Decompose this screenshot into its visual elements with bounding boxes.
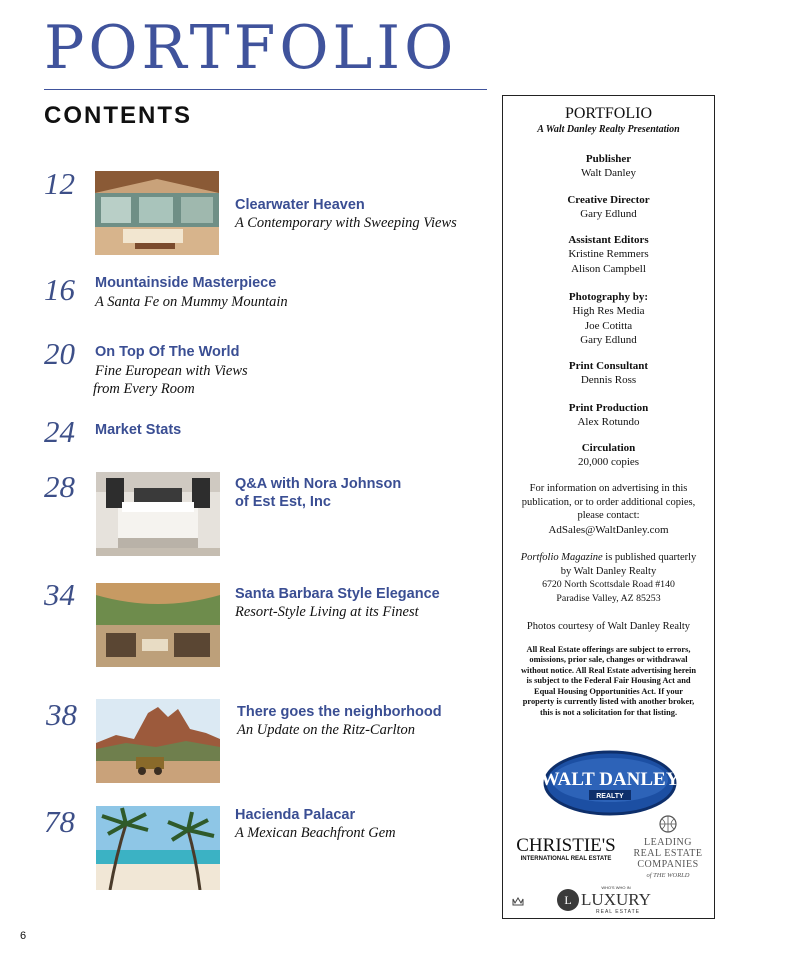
entry-title[interactable]: Hacienda Palacar — [235, 807, 356, 823]
advertising-info: publication, or to order additional copies, — [521, 496, 696, 508]
svg-text:COMPANIES: COMPANIES — [637, 859, 699, 870]
page-number-38: 38 — [46, 697, 77, 732]
entry-subtitle: Fine European with Views — [95, 363, 248, 379]
magazine-title: PORTFOLIO — [44, 13, 458, 83]
svg-text:INTERNATIONAL REAL ESTATE: INTERNATIONAL REAL ESTATE — [520, 856, 612, 862]
entry-subtitle-line-2: from Every Room — [93, 381, 195, 397]
page-number-12: 12 — [44, 166, 75, 201]
entry-title[interactable]: Market Stats — [95, 422, 182, 438]
page-number-16: 16 — [44, 272, 75, 307]
leading-real-estate-logo[interactable] — [630, 814, 710, 880]
svg-text:REAL ESTATE: REAL ESTATE — [633, 848, 703, 859]
advertising-info: please contact: — [577, 510, 640, 521]
page-number-34: 34 — [44, 577, 75, 612]
page-number-20: 20 — [44, 336, 75, 371]
thumbnail-clearwater-heaven[interactable] — [95, 171, 219, 255]
address-line: 6720 North Scottsdale Road #140 — [542, 579, 675, 590]
thumbnail-ritz-carlton[interactable] — [96, 699, 220, 783]
page-number-28: 28 — [44, 469, 75, 504]
entry-title[interactable]: Santa Barbara Style Elegance — [235, 586, 440, 602]
page-number-78: 78 — [44, 804, 75, 839]
assistant-editors-label: Assistant Editors — [568, 234, 649, 246]
luxury-real-estate-logo[interactable] — [556, 882, 656, 916]
print-production-label: Print Production — [568, 402, 649, 414]
disclaimer-line: property is currently listed with another broker, — [522, 697, 695, 707]
disclaimer-line: omissions, prior sale, changes or withdrawal — [529, 655, 688, 665]
entry-title[interactable]: On Top Of The World — [95, 344, 240, 360]
masthead-subtitle: A Walt Danley Realty Presentation — [537, 124, 680, 135]
thumbnail-santa-barbara[interactable] — [96, 583, 220, 667]
title-divider — [44, 89, 487, 90]
publisher-name: Walt Danley — [580, 167, 636, 179]
disclaimer-line: is subject to the Federal Fair Housing Act and — [526, 676, 691, 686]
entry-subtitle: Resort-Style Living at its Finest — [235, 604, 419, 620]
magazine-name: Portfolio Magazine — [520, 552, 603, 563]
disclaimer-line: All Real Estate offerings are subject to errors, — [526, 644, 691, 654]
page-number-24: 24 — [44, 414, 75, 449]
photos-courtesy: Photos courtesy of Walt Danley Realty — [526, 621, 691, 632]
publication-frequency: is published quarterly — [602, 552, 697, 563]
photography-label: Photography by: — [568, 291, 649, 303]
photographer: High Res Media — [572, 305, 645, 317]
disclaimer-line: Equal Housing Opportunities Act. If your — [534, 686, 683, 696]
entry-title-line-2[interactable]: of Est Est, Inc — [235, 494, 331, 510]
contents-heading: CONTENTS — [44, 102, 192, 129]
masthead-title: PORTFOLIO — [564, 105, 653, 122]
print-consultant-name: Dennis Ross — [580, 373, 637, 386]
svg-text:REAL ESTATE: REAL ESTATE — [596, 909, 640, 915]
entry-subtitle: A Santa Fe on Mummy Mountain — [95, 294, 288, 310]
svg-text:L: L — [564, 893, 572, 907]
print-consultant-label: Print Consultant — [568, 359, 649, 372]
christies-logo[interactable] — [510, 834, 622, 862]
address-line: Paradise Valley, AZ 85253 — [556, 592, 661, 604]
svg-text:LUXURY: LUXURY — [581, 890, 651, 909]
thumbnail-qa-nora-johnson[interactable] — [96, 472, 220, 556]
advertising-info: For information on advertising in this — [529, 483, 688, 494]
creative-director-label: Creative Director — [567, 193, 650, 206]
entry-subtitle: An Update on the Ritz-Carlton — [237, 722, 416, 738]
entry-title[interactable]: There goes the neighborhood — [237, 704, 442, 720]
thumbnail-hacienda-palacar[interactable] — [96, 806, 220, 890]
publisher-company: by Walt Danley Realty — [560, 565, 657, 577]
svg-text:LEADING: LEADING — [644, 837, 692, 848]
crown-icon — [512, 891, 524, 901]
creative-director-name: Gary Edlund — [580, 207, 637, 220]
publisher-label: Publisher — [585, 153, 632, 165]
svg-text:WALT DANLEY: WALT DANLEY — [543, 769, 677, 790]
svg-text:of THE WORLD: of THE WORLD — [646, 872, 690, 879]
assistant-editor: Kristine Remmers — [568, 248, 649, 260]
entry-subtitle: A Mexican Beachfront Gem — [235, 825, 396, 841]
entry-title[interactable]: Q&A with Nora Johnson — [235, 476, 402, 492]
disclaimer-line: this is not a solicitation for that listing. — [539, 708, 678, 718]
entry-subtitle: A Contemporary with Sweeping Views — [235, 215, 457, 231]
advertising-email-link[interactable]: AdSales@WaltDanley.com — [548, 523, 669, 536]
photographer: Gary Edlund — [580, 334, 637, 346]
walt-danley-logo[interactable] — [543, 750, 677, 816]
svg-text:REALTY: REALTY — [596, 793, 624, 800]
entry-title[interactable]: Clearwater Heaven — [235, 197, 365, 213]
photographer: Joe Cotitta — [584, 319, 633, 332]
page-number: 6 — [20, 930, 27, 942]
svg-text:CHRISTIE'S: CHRISTIE'S — [516, 835, 616, 856]
entry-title[interactable]: Mountainside Masterpiece — [95, 275, 277, 291]
circulation-value: 20,000 copies — [577, 455, 640, 468]
disclaimer-line: without notice. All Real Estate advertising herein — [520, 665, 696, 675]
svg-text:WHO'S WHO IN: WHO'S WHO IN — [601, 885, 631, 890]
print-production-name: Alex Rotundo — [577, 416, 640, 428]
circulation-label: Circulation — [581, 441, 636, 454]
assistant-editor: Alison Campbell — [571, 262, 646, 275]
